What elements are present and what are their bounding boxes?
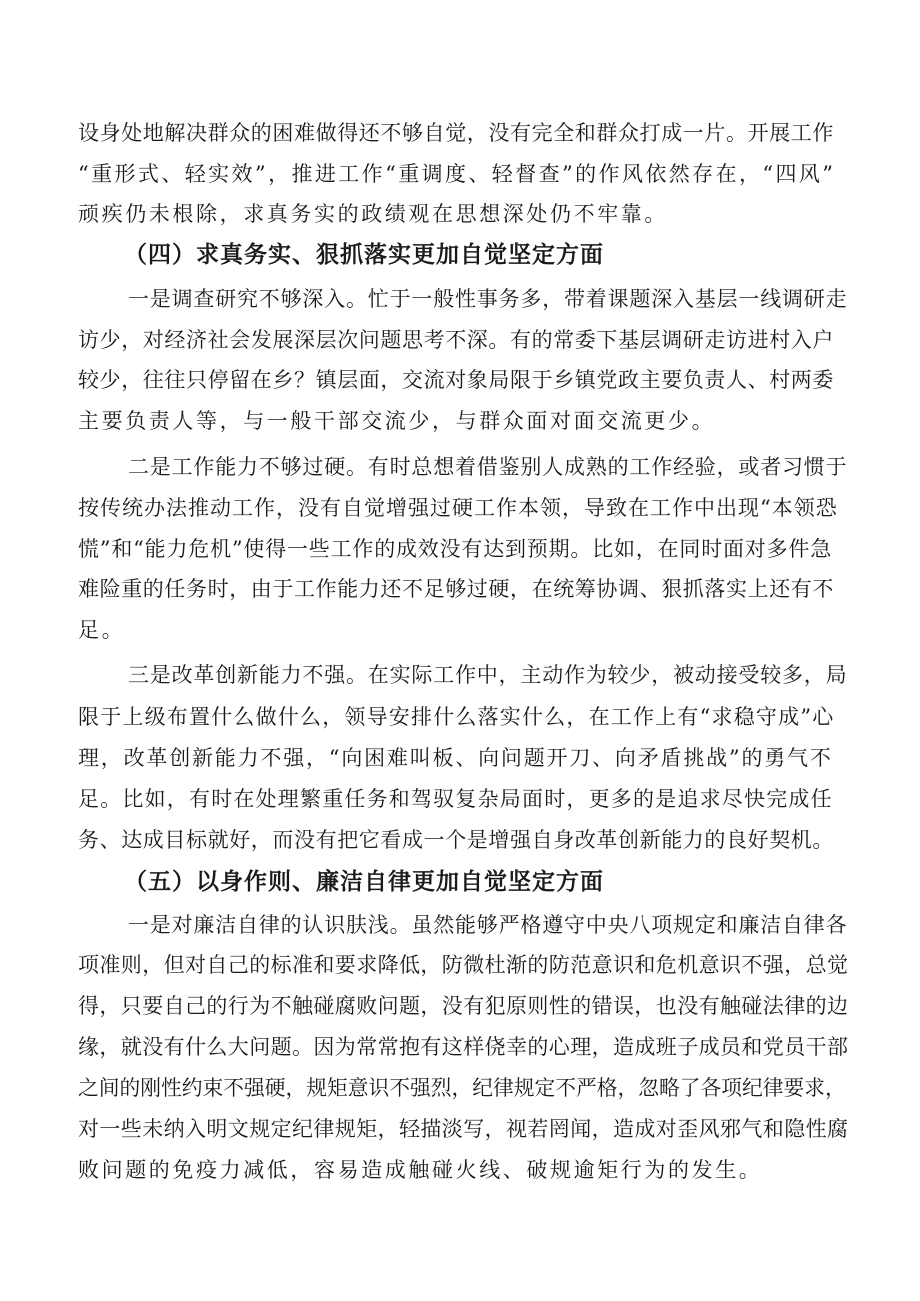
section-4-para-3-line: 务、达成目标就好，而没有把它看成一个是增强自身改革创新能力的良好契机。 [78, 828, 834, 852]
section-4-para-3-line: 限于上级布置什么做什么，领导安排什么落实什么，在工作上有“求稳守成”心 [78, 705, 835, 729]
section-4-para-2-line: 二是工作能力不够过硬。有时总想着借鉴别人成熟的工作经验，或者习惯于 [128, 455, 848, 479]
section-4-para-3-line: 理，改革创新能力不强，“向困难叫板、向问题开刀、向矛盾挑战”的勇气不 [78, 746, 833, 770]
section-5-para-1-line: 项准则，但对自己的标准和要求降低，防微杜渐的防范意识和危机意识不强，总觉 [78, 953, 849, 977]
section-4-para-2-line: 足。 [78, 618, 126, 642]
section-5-heading: （五）以身作则、廉洁自律更加自觉坚定方面 [124, 869, 604, 895]
section-5-para-1-line: 之间的刚性约束不强硬，规矩意识不强烈，纪律规定不严格，忽略了各项纪律要求， [78, 1076, 846, 1100]
section-5-para-1-line: 一是对廉洁自律的认识肤浅。虽然能够严格遵守中央八项规定和廉洁自律各 [128, 913, 848, 937]
section-5-para-1-line: 得，只要自己的行为不触碰腐败问题，没有犯原则性的错误，也没有触碰法律的边 [78, 994, 849, 1018]
section-4-para-3-line: 三是改革创新能力不强。在实际工作中，主动作为较少，被动接受较多，局 [128, 663, 848, 687]
section-5-para-1-line: 败问题的免疫力减低，容易造成触碰火线、破规逾矩行为的发生。 [78, 1158, 763, 1182]
intro-line: “重形式、轻实效”，推进工作“重调度、轻督查”的作风依然存在，“四风” [78, 162, 836, 186]
section-4-para-1-line: 访少，对经济社会发展深层次问题思考不深。有的常委下基层调研走访进村入户 [78, 328, 834, 352]
section-4-para-1-line: 主要负责人等，与一般干部交流少，与群众面对面交流更少。 [78, 409, 716, 433]
section-4-para-1-line: 一是调查研究不够深入。忙于一般性事务多，带着课题深入基层一线调研走 [128, 287, 848, 311]
section-4-para-3-line: 足。比如，有时在处理繁重任务和驾驭复杂局面时，更多的是追求尽快完成任 [78, 787, 833, 811]
section-4-para-2-line: 难险重的任务时，由于工作能力还不足够过硬，在统筹协调、狠抓落实上还有不 [78, 577, 834, 601]
section-4-para-2-line: 慌”和“能力危机”使得一些工作的成效没有达到预期。比如，在同时面对多件急 [78, 537, 833, 561]
intro-line: 顽疾仍未根除，求真务实的政绩观在思想深处仍不牢靠。 [78, 202, 668, 226]
section-5-para-1-line: 对一些未纳入明文规定纪律规矩，轻描淡写，视若罔闻，造成对歪风邪气和隐性腐 [78, 1117, 849, 1141]
section-5-para-1-line: 缘，就没有什么大问题。因为常常抱有这样侥幸的心理，造成班子成员和党员干部 [78, 1035, 849, 1059]
section-4-para-2-line: 按传统办法推动工作，没有自觉增强过硬工作本领，导致在工作中出现“本领恐 [78, 496, 838, 520]
section-4-para-1-line: 较少，往往只停留在乡？镇层面，交流对象局限于乡镇党政主要负责人、村两委 [78, 368, 834, 392]
section-4-heading: （四）求真务实、狠抓落实更加自觉坚定方面 [124, 242, 604, 268]
intro-line: 设身处地解决群众的困难做得还不够自觉，没有完全和群众打成一片。开展工作 [78, 121, 834, 145]
